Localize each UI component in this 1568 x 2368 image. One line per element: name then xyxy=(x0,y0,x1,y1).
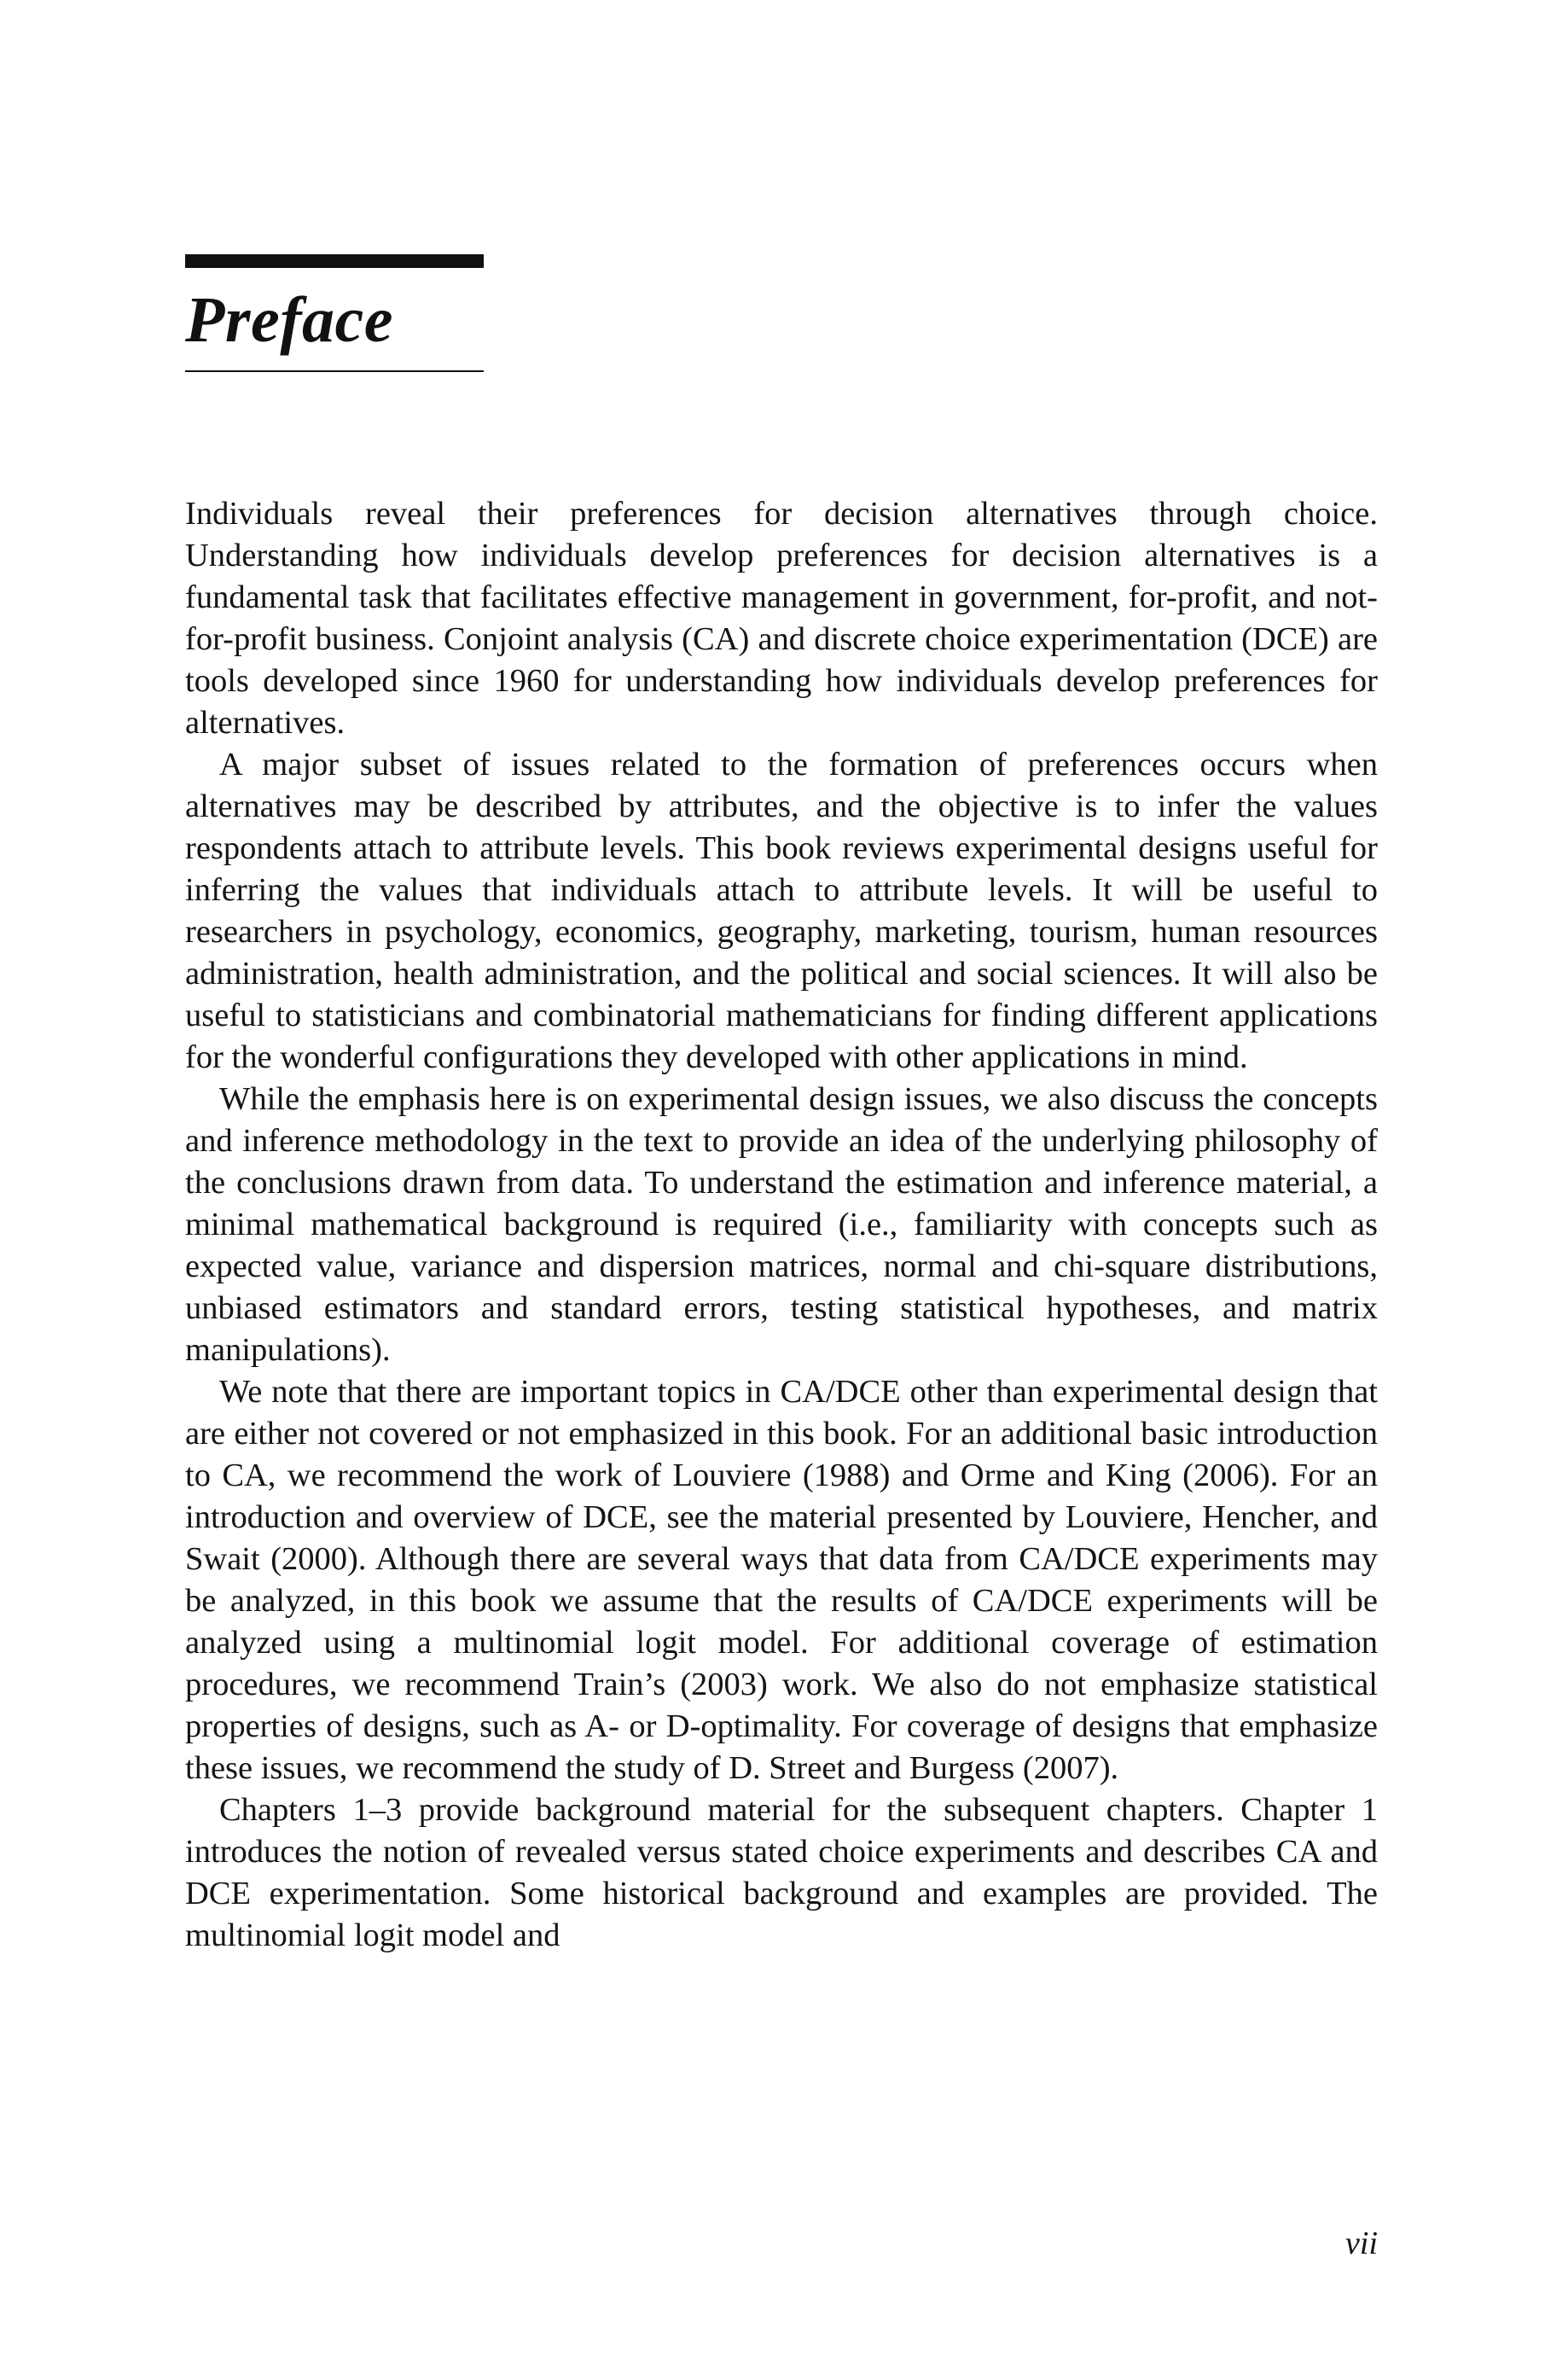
body-text xyxy=(185,493,1378,1957)
paragraph-2: A major subset of issues related to the formation of preferences occurs when alternatives may be described by attributes, and the objective is to infer the values respondents attach to attribute levels. This book reviews experimental designs useful for inferring the values that individuals attach to attribute levels. It will be useful to researchers in psychology, economics, geography, marketing, tourism, human resources administration, health administration, and the political and social sciences. It will also be useful to statisticians and combinatorial mathematicians for finding different applications for the wonderful configurations they developed with other applications in mind. xyxy=(185,747,1378,1075)
paragraph-3: While the emphasis here is on experimental design issues, we also discuss the concepts and inference methodology in the text to provide an idea of the underlying philosophy of the conclusions drawn from data. To understand the estimation and inference material, a minimal mathematical background is required (i.e., familiarity with concepts such as expected value, variance and dispersion matrices, normal and chi-square distributions, unbiased estimators and standard errors, testing statistical hypotheses, and matrix manipulations). xyxy=(185,1081,1378,1368)
chapter-title-top-rule xyxy=(185,254,484,268)
page-number: vii xyxy=(1345,2225,1378,2261)
chapter-title-bottom-rule xyxy=(185,370,484,372)
chapter-title: Preface xyxy=(185,284,394,356)
paragraph-1: Individuals reveal their preferences for decision alternatives through choice. Understanding how individuals develop preferences for decision alternatives is a fundamental task that facilitates effective management in government, for-profit, and not-for-profit business. Conjoint analysis (CA) and discrete choice experimentation (DCE) are tools developed since 1960 for understanding how individuals develop preferences for alternatives. xyxy=(185,496,1378,741)
paragraph-4: We note that there are important topics in CA/DCE other than experimental design that are either not covered or not emphasized in this book. For an additional basic introduction to CA, we recommend the work of Louviere (1988) and Orme and King (2006). For an introduction and overview of DCE, see the material presented by Louviere, Hencher, and Swait (2000). Although there are several ways that data from CA/DCE experiments may be analyzed, in this book we assume that the results of CA/DCE experiments will be analyzed using a multinomial logit model. For additional coverage of estimation procedures, we recommend Train’s (2003) work. We also do not emphasize statistical properties of designs, such as A- or D-optimality. For coverage of designs that emphasize these issues, we recommend the study of D. Street and Burgess (2007). xyxy=(185,1374,1378,1786)
paragraph-5: Chapters 1–3 provide background material for the subsequent chapters. Chapter 1 introduces the notion of revealed versus stated choice experiments and describes CA and DCE experimentation. Some historical background and examples are provided. The multinomial logit model and xyxy=(185,1792,1378,1953)
